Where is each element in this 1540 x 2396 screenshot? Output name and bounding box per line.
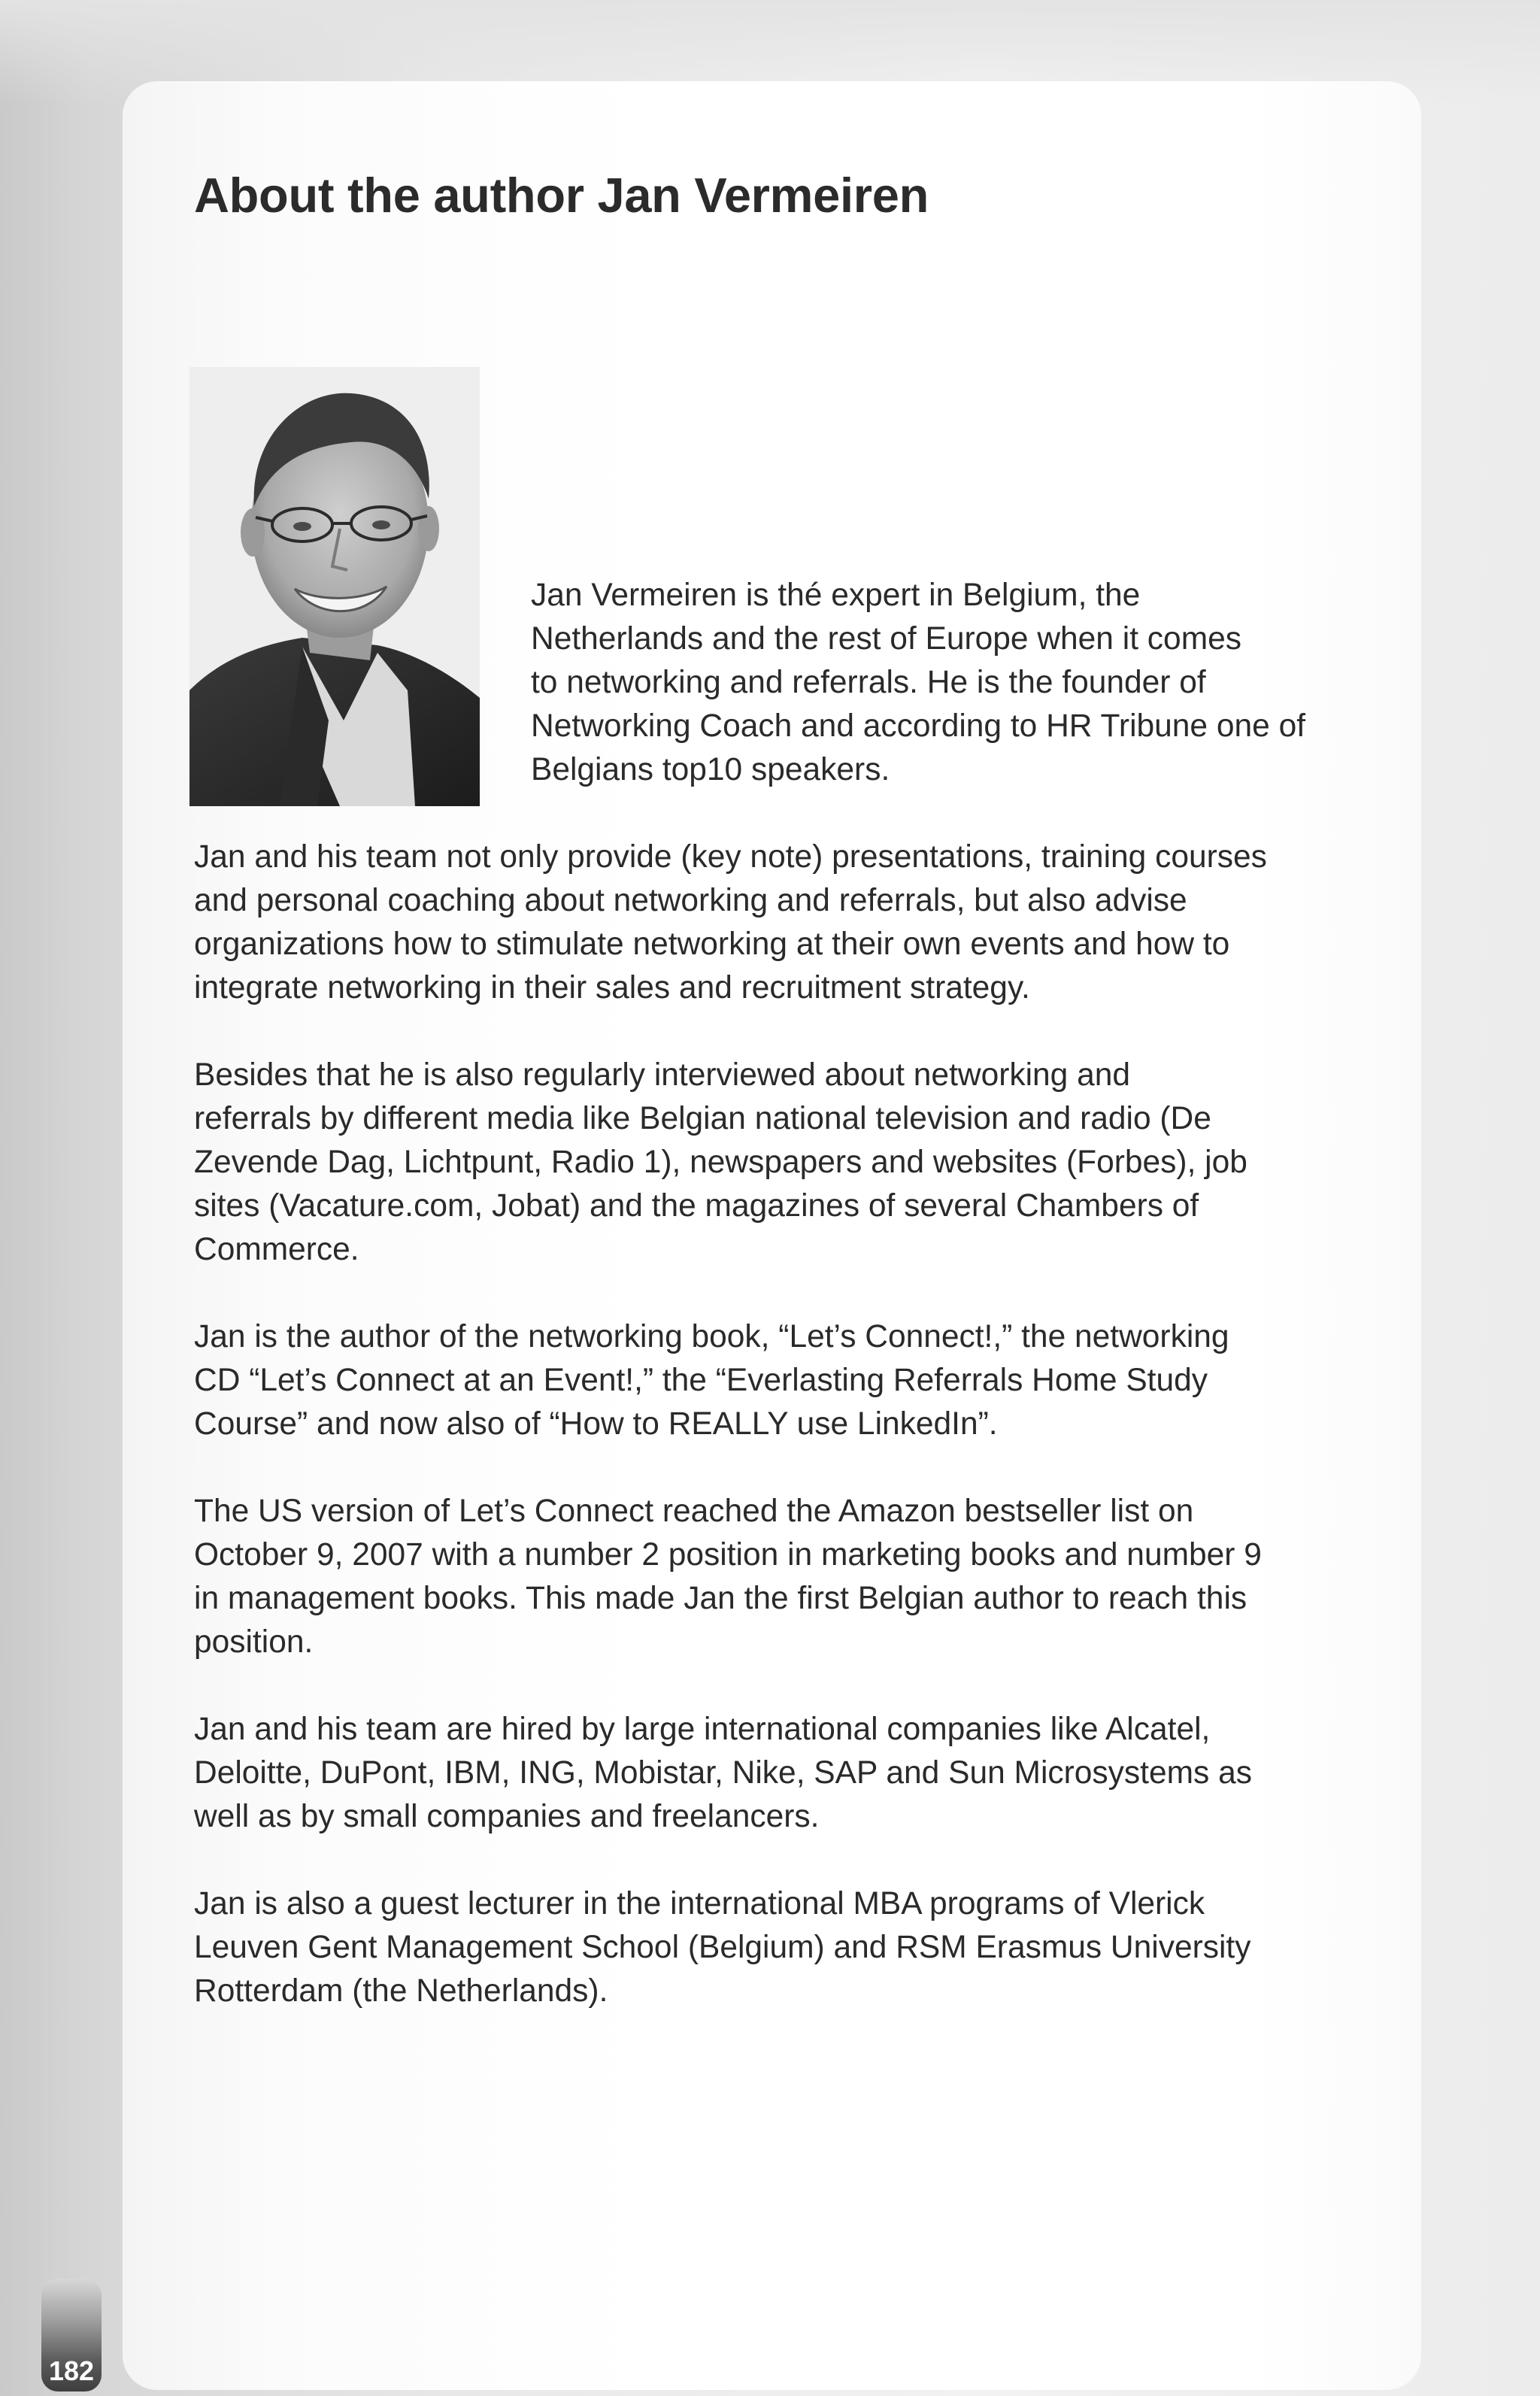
intro-paragraph: Jan Vermeiren is thé expert in Belgium, the Netherlands and the rest of Europe when it comes to networking and referrals. He is the founder of Networking Coach and according to HR Tribune one of Belgians top10 speakers. <box>531 578 1306 787</box>
paragraph-lecturer: Jan is also a guest lecturer in the international MBA programs of Vlerick Leuven Gent Management School (Belgium) and RSM Erasmus University Rotterdam (the Netherlands). <box>194 1886 1251 2009</box>
paragraph-services: Jan and his team not only provide (key note) presentations, training courses and personal coaching about networking and referrals, but also advise organizations how to stimulate networking at their own events and how to integrate networking in their sales and recruitment strategy. <box>194 839 1267 1005</box>
portrait-photo-icon <box>189 367 480 806</box>
body-text <box>194 836 1397 2057</box>
page-title: About the author Jan Vermeiren <box>194 168 929 223</box>
paragraph-bestseller: The US version of Let’s Connect reached the Amazon bestseller list on October 9, 2007 with a number 2 position in marketing books and number 9 in management books. This made Jan the first Belgian author to reach this position. <box>194 1494 1262 1660</box>
paragraph-books: Jan is the author of the networking book, “Let’s Connect!,” the networking CD “Let’s Connect at an Event!,” the “Everlasting Referrals Home Study Course” and now also of “How to REALLY use LinkedIn”. <box>194 1319 1229 1442</box>
author-photo <box>189 367 480 806</box>
paragraph-media: Besides that he is also regularly interviewed about networking and referrals by different media like Belgian national television and radio (De Zevende Dag, Lichtpunt, Radio 1), newspapers and websites (Forbes), job sites (Vacature.com, Jobat) and the magazines of several Chambers of Commerce. <box>194 1057 1247 1267</box>
page-number: 182 <box>48 2355 95 2386</box>
paragraph-clients: Jan and his team are hired by large international companies like Alcatel, Deloitte, DuPont, IBM, ING, Mobistar, Nike, SAP and Sun Microsystems as well as by small companies and freelancers. <box>194 1712 1252 1834</box>
